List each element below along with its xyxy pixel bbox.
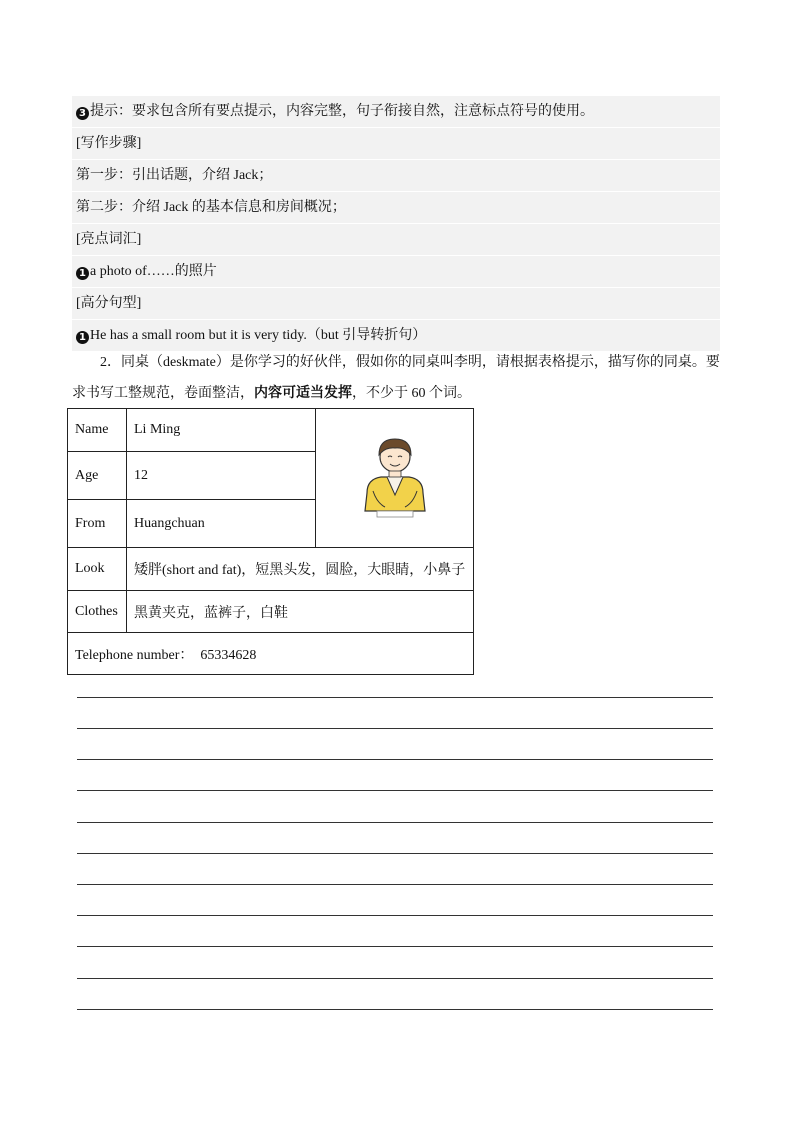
clothes-label: Clothes	[68, 591, 127, 633]
writing-line	[77, 853, 713, 854]
question-number: 2．	[100, 355, 121, 370]
name-value: Li Ming	[127, 409, 316, 452]
circled-number: 3	[76, 107, 89, 120]
circled-number: 1	[76, 267, 89, 280]
hint-tip: 3 提示：要求包含所有要点提示，内容完整，句子衔接自然，注意标点符号的使用。	[72, 96, 720, 128]
age-label: Age	[68, 452, 127, 500]
writing-line	[77, 697, 713, 698]
info-table	[67, 408, 474, 675]
telephone-value: 65334628	[200, 647, 257, 663]
writing-line	[77, 1009, 713, 1010]
table-row	[68, 633, 474, 675]
question-prompt: 2．同桌（deskmate）是你学习的好伙伴，假如你的同桌叫李明，请根据表格提示，描写你的同桌。要求书写工整规范，卷面整洁，内容可适当发挥，不少于 60 个词。	[72, 355, 720, 401]
hint-box	[72, 96, 720, 352]
table-row	[68, 591, 474, 633]
writing-line	[77, 790, 713, 791]
from-label: From	[68, 500, 127, 548]
name-label: Name	[68, 409, 127, 452]
writing-line	[77, 946, 713, 947]
writing-line	[77, 728, 713, 729]
bold-requirement: 内容可适当发挥	[254, 386, 352, 401]
steps-heading: [写作步骤]	[72, 128, 720, 160]
writing-line	[77, 978, 713, 979]
age-value: 12	[127, 452, 316, 500]
writing-line	[77, 884, 713, 885]
portrait-cell	[316, 409, 474, 548]
writing-line	[77, 822, 713, 823]
clothes-value: 黑黄夹克，蓝裤子，白鞋	[127, 591, 474, 633]
vocab-heading: [亮点词汇]	[72, 224, 720, 256]
sentence-heading: [高分句型]	[72, 288, 720, 320]
telephone-cell	[68, 633, 474, 675]
from-value: Huangchuan	[127, 500, 316, 548]
look-label: Look	[68, 548, 127, 591]
boy-illustration	[359, 433, 431, 519]
table-row	[68, 548, 474, 591]
writing-line	[77, 915, 713, 916]
circled-number: 1	[76, 331, 89, 344]
writing-line	[77, 759, 713, 760]
table-row	[68, 409, 474, 452]
look-value: 矮胖(short and fat)，短黑头发，圆脸，大眼睛，小鼻子	[127, 548, 474, 591]
vocab-item: 1 a photo of……的照片	[72, 256, 720, 288]
step-2: 第二步：介绍 Jack 的基本信息和房间概况；	[72, 192, 720, 224]
step-1: 第一步：引出话题，介绍 Jack；	[72, 160, 720, 192]
telephone-label: Telephone number：	[75, 647, 194, 663]
sentence-item: 1 He has a small room but it is very tidy.（but 引导转折句）	[72, 320, 720, 352]
